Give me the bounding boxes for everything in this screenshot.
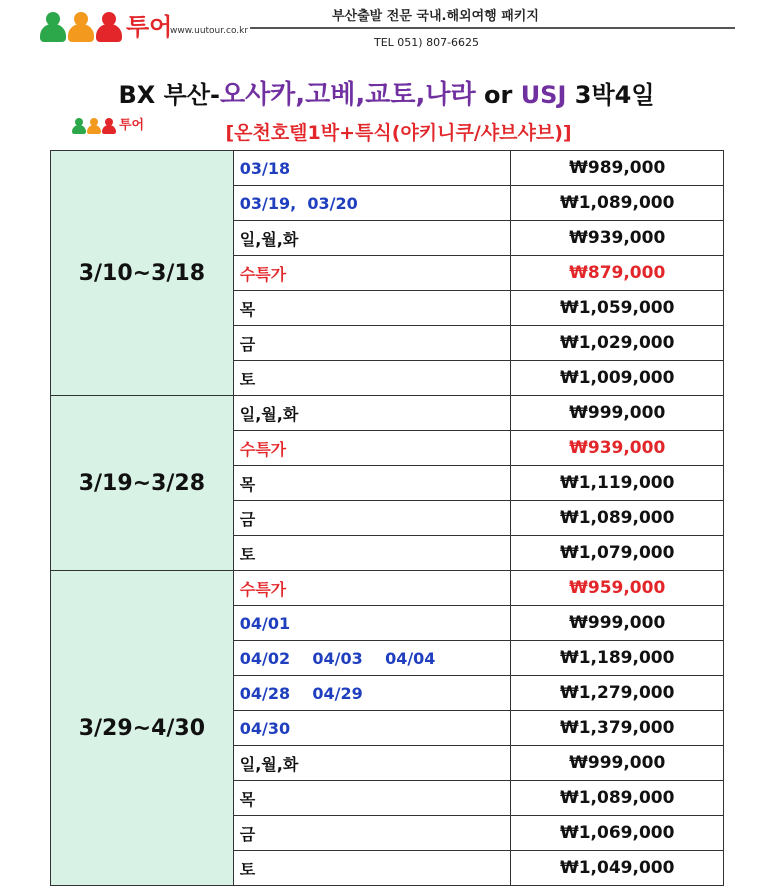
price-cell: ₩1,279,000 bbox=[511, 676, 724, 711]
period-cell: 3/19~3/28 bbox=[51, 396, 234, 571]
header-divider bbox=[250, 27, 735, 29]
table-row bbox=[51, 396, 724, 431]
table-row bbox=[51, 151, 724, 186]
departure-date-cell: 목 bbox=[233, 781, 511, 816]
site-url[interactable]: www.uutour.co.kr bbox=[170, 26, 249, 36]
departure-date-cell: 토 bbox=[233, 361, 511, 396]
departure-date-cell: 수특가 bbox=[233, 571, 511, 606]
departure-date-cell: 03/18 bbox=[233, 151, 511, 186]
departure-date-cell: 일,월,화 bbox=[233, 221, 511, 256]
brand-logo[interactable] bbox=[40, 12, 172, 42]
price-cell: ₩1,029,000 bbox=[511, 326, 724, 361]
price-table bbox=[50, 150, 724, 886]
departure-date-cell: 수특가 bbox=[233, 256, 511, 291]
price-cell: ₩1,079,000 bbox=[511, 536, 724, 571]
price-cell: ₩1,189,000 bbox=[511, 641, 724, 676]
departure-date-cell: 토 bbox=[233, 851, 511, 886]
title-usj: USJ bbox=[520, 81, 567, 109]
logo-figure-red-icon bbox=[96, 12, 122, 42]
price-cell: ₩1,379,000 bbox=[511, 711, 724, 746]
departure-date-cell: 04/02 04/03 04/04 bbox=[233, 641, 511, 676]
title-prefix: BX 부산- bbox=[118, 81, 220, 109]
logo-text: 투어 bbox=[126, 13, 173, 41]
logo-figure-green-icon bbox=[40, 12, 66, 42]
departure-date-cell: 금 bbox=[233, 816, 511, 851]
price-cell: ₩1,059,000 bbox=[511, 291, 724, 326]
title-destinations: 오사카,고베,교토,나라 bbox=[219, 80, 476, 110]
price-cell: ₩999,000 bbox=[511, 606, 724, 641]
page-title bbox=[0, 74, 773, 111]
price-cell: ₩1,089,000 bbox=[511, 501, 724, 536]
price-cell: ₩999,000 bbox=[511, 746, 724, 781]
price-cell: ₩939,000 bbox=[511, 221, 724, 256]
title-or: or bbox=[475, 81, 521, 109]
price-cell: ₩999,000 bbox=[511, 396, 724, 431]
package-subtitle: [온천호텔1박+특식(야키니쿠/샤브샤브)] bbox=[225, 122, 572, 144]
departure-date-cell: 일,월,화 bbox=[233, 396, 511, 431]
price-cell: ₩1,089,000 bbox=[511, 186, 724, 221]
departure-date-cell: 토 bbox=[233, 536, 511, 571]
departure-date-cell: 04/28 04/29 bbox=[233, 676, 511, 711]
departure-date-cell: 일,월,화 bbox=[233, 746, 511, 781]
price-cell: ₩1,009,000 bbox=[511, 361, 724, 396]
period-cell: 3/10~3/18 bbox=[51, 151, 234, 396]
header-phone: TEL 051) 807-6625 bbox=[374, 36, 480, 49]
price-cell: ₩1,049,000 bbox=[511, 851, 724, 886]
table-row bbox=[51, 571, 724, 606]
price-cell: ₩1,069,000 bbox=[511, 816, 724, 851]
title-duration: 3박4일 bbox=[566, 81, 655, 109]
departure-date-cell: 수특가 bbox=[233, 431, 511, 466]
period-cell: 3/29~4/30 bbox=[51, 571, 234, 886]
departure-date-cell: 04/01 bbox=[233, 606, 511, 641]
logo-figure-orange-icon bbox=[68, 12, 94, 42]
price-cell: ₩1,089,000 bbox=[511, 781, 724, 816]
header-slogan: 부산출발 전문 국내.해외여행 패키지 bbox=[332, 9, 539, 24]
departure-date-cell: 03/19, 03/20 bbox=[233, 186, 511, 221]
price-cell: ₩989,000 bbox=[511, 151, 724, 186]
price-cell: ₩879,000 bbox=[511, 256, 724, 291]
departure-date-cell: 금 bbox=[233, 501, 511, 536]
departure-date-cell: 04/30 bbox=[233, 711, 511, 746]
price-cell: ₩959,000 bbox=[511, 571, 724, 606]
departure-date-cell: 목 bbox=[233, 466, 511, 501]
departure-date-cell: 목 bbox=[233, 291, 511, 326]
price-cell: ₩939,000 bbox=[511, 431, 724, 466]
small-logo-text: 투어 bbox=[119, 118, 145, 133]
price-table-body bbox=[51, 151, 724, 886]
price-cell: ₩1,119,000 bbox=[511, 466, 724, 501]
departure-date-cell: 금 bbox=[233, 326, 511, 361]
